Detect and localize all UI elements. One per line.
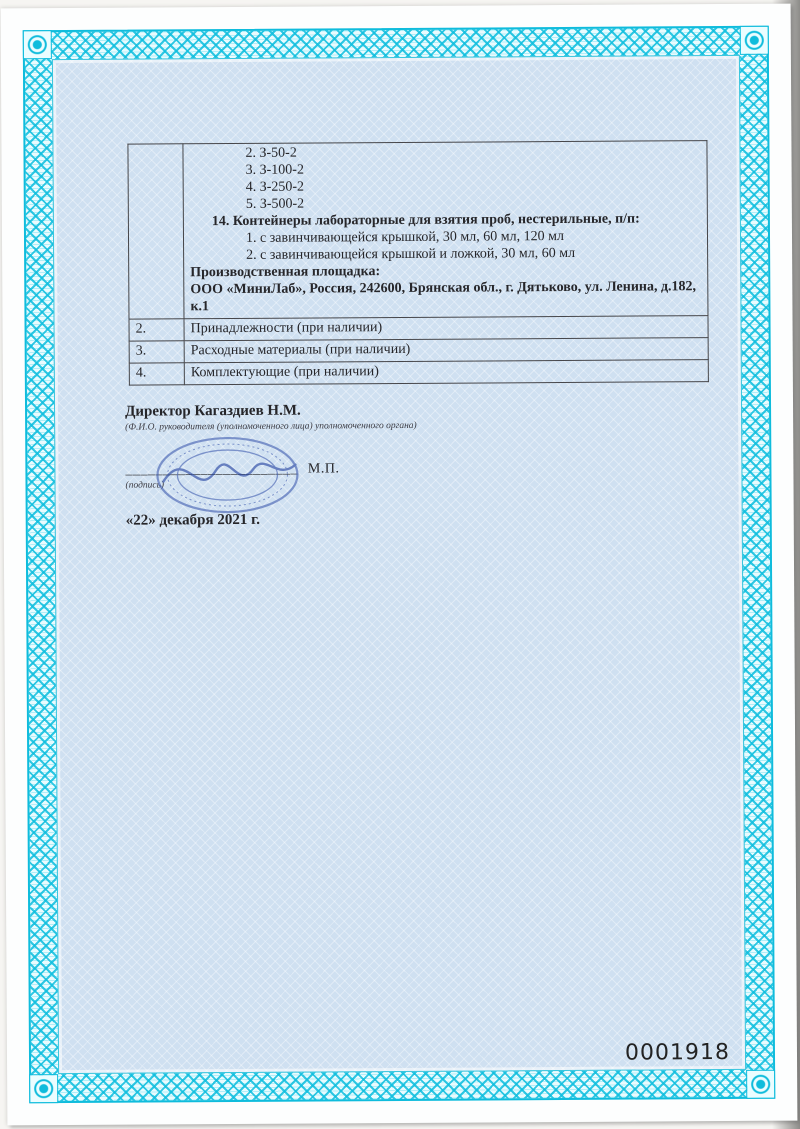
row-number-cell xyxy=(128,144,184,319)
document-content xyxy=(1,4,798,1126)
row-content-cell: Принадлежности (при наличии) xyxy=(184,316,708,341)
mp-label: М.П. xyxy=(307,461,340,477)
production-site-label: Производственная площадка: xyxy=(190,264,381,281)
signature-note: (подпись) xyxy=(125,480,165,491)
sublist-item: 5. З-500-2 xyxy=(245,196,305,212)
sublist-item: 4. З-250-2 xyxy=(245,179,305,195)
table-row xyxy=(128,141,708,320)
row-content-cell: Комплектующие (при наличии) xyxy=(184,360,708,385)
item-14-title: 14. Контейнеры лабораторные для взятия проб, нестерильные, п/п: xyxy=(211,211,640,230)
row-number-cell: 4. xyxy=(129,363,184,385)
item-14-subitem: 1. с завинчивающейся крышкой, 30 мл, 60 мл, 120 мл xyxy=(245,228,564,246)
row-content-cell xyxy=(183,141,708,319)
row-number-cell: 3. xyxy=(129,341,184,363)
signature-line: _______________________ xyxy=(125,461,298,478)
signature-block xyxy=(125,400,646,529)
production-site-value: ООО «МиниЛаб», Россия, 242600, Брянская обл., г. Дятьково, ул. Ленина, д.182, к.1 xyxy=(190,279,697,315)
table-row xyxy=(129,360,708,386)
serial-number: 0001918 xyxy=(624,1039,731,1066)
date-text: «22» декабря 2021 г. xyxy=(125,511,261,529)
certificate-page xyxy=(1,4,798,1126)
items-table xyxy=(127,140,708,386)
item-14-subitem: 2. с завинчивающейся крышкой и ложкой, 30 мл, 60 мл xyxy=(246,245,576,263)
row-content-cell: Расходные материалы (при наличии) xyxy=(184,338,708,363)
sublist-item: 3. З-100-2 xyxy=(245,162,304,178)
director-name: Директор Кагаздиев Н.М. xyxy=(125,402,301,420)
sublist-item: 2. З-50-2 xyxy=(245,145,297,161)
director-note: (Ф.И.О. руководителя (уполномоченного лица) уполномоченного органа) xyxy=(125,420,417,433)
signature-line-row xyxy=(125,459,645,478)
row-number-cell: 2. xyxy=(129,319,184,341)
